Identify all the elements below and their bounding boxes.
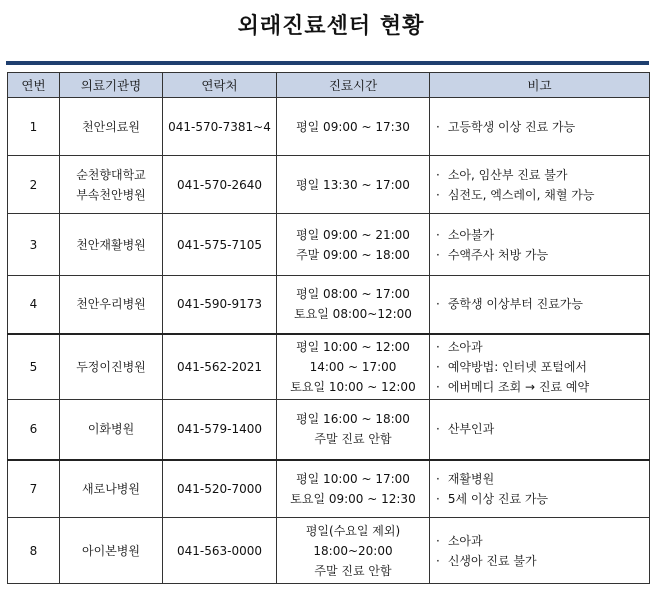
cell-hospital-name	[60, 334, 163, 400]
cell-phone: 041-590-9173	[163, 276, 277, 334]
remark-line	[436, 419, 649, 439]
cell-remarks	[430, 460, 650, 518]
table-row	[8, 400, 650, 460]
table-row	[8, 334, 650, 400]
hours-line: 평일 10:00 ~ 17:00	[296, 471, 410, 486]
cell-hours	[277, 98, 430, 156]
remark-text: 중학생 이상부터 진료가능	[447, 297, 583, 312]
hospital-name-line: 두정이진병원	[76, 359, 146, 374]
cell-hours	[277, 276, 430, 334]
remark-text: 소아, 임산부 진료 불가	[447, 167, 568, 182]
hospital-name-line: 순천향대학교	[76, 167, 146, 182]
table-body	[8, 98, 650, 584]
remark-text: 5세 이상 진료 가능	[447, 491, 549, 506]
cell-remarks	[430, 400, 650, 460]
remark-line	[436, 245, 649, 265]
remark-text: 고등학생 이상 진료 가능	[447, 119, 576, 134]
remark-text: 재활병원	[447, 471, 495, 486]
hours-line: 토요일 08:00~12:00	[294, 307, 412, 322]
hours-line: 주말 09:00 ~ 18:00	[296, 247, 410, 262]
remark-text: 신생아 진료 불가	[447, 553, 537, 568]
bullet-mark: ·	[436, 227, 440, 242]
hours-line: 평일 10:00 ~ 12:00	[296, 339, 410, 354]
hours-line: 14:00 ~ 17:00	[309, 359, 397, 374]
table-row	[8, 518, 650, 584]
bullet-mark: ·	[436, 553, 440, 568]
bullet-mark: ·	[436, 533, 440, 548]
hospital-name-line: 이화병원	[87, 422, 135, 437]
cell-hospital-name	[60, 400, 163, 460]
cell-remarks	[430, 334, 650, 400]
remark-line	[436, 225, 649, 245]
header-phone: 연락처	[163, 73, 277, 98]
remark-text: 예약방법: 인터넷 포털에서	[447, 359, 588, 374]
cell-phone: 041-570-7381~4	[163, 98, 277, 156]
hours-line: 평일(수요일 제외)	[305, 523, 401, 538]
bullet-mark: ·	[436, 422, 440, 437]
remark-text: 수액주사 처방 가능	[447, 247, 549, 262]
hospital-name-line: 천안의료원	[82, 119, 140, 134]
remark-line	[436, 357, 649, 377]
cell-hospital-name	[60, 276, 163, 334]
remark-line	[436, 185, 649, 205]
cell-hours	[277, 400, 430, 460]
table-row	[8, 156, 650, 214]
bullet-mark: ·	[436, 379, 440, 394]
hours-line: 18:00~20:00	[313, 543, 393, 558]
table-row	[8, 98, 650, 156]
remark-line	[436, 337, 649, 357]
cell-hospital-name	[60, 460, 163, 518]
hours-line: 토요일 09:00 ~ 12:30	[290, 491, 416, 506]
hours-line: 평일 09:00 ~ 17:30	[296, 119, 410, 134]
table-row	[8, 276, 650, 334]
hours-line: 평일 08:00 ~ 17:00	[296, 287, 410, 302]
hours-line: 평일 16:00 ~ 18:00	[296, 412, 410, 427]
cell-hours	[277, 460, 430, 518]
hours-line: 주말 진료 안함	[314, 432, 392, 447]
bullet-mark: ·	[436, 339, 440, 354]
cell-no: 6	[8, 400, 60, 460]
remark-line	[436, 489, 649, 509]
remark-text: 소아과	[447, 533, 483, 548]
bullet-mark: ·	[436, 247, 440, 262]
cell-no: 2	[8, 156, 60, 214]
cell-no: 4	[8, 276, 60, 334]
cell-remarks	[430, 156, 650, 214]
cell-phone: 041-570-2640	[163, 156, 277, 214]
hospital-name-line: 새로나병원	[82, 481, 140, 496]
bullet-mark: ·	[436, 119, 440, 134]
remark-line	[436, 294, 649, 314]
cell-hours	[277, 156, 430, 214]
cell-hours	[277, 518, 430, 584]
header-name: 의료기관명	[60, 73, 163, 98]
cell-no: 5	[8, 334, 60, 400]
cell-no: 8	[8, 518, 60, 584]
cell-no: 1	[8, 98, 60, 156]
table-row	[8, 460, 650, 518]
bullet-mark: ·	[436, 471, 440, 486]
cell-remarks	[430, 214, 650, 276]
remark-line	[436, 117, 649, 137]
table-header-row	[8, 73, 650, 98]
title-underline-bar	[6, 61, 649, 65]
remark-line	[436, 377, 649, 397]
remark-text: 산부인과	[447, 422, 495, 437]
clinic-table	[7, 72, 650, 584]
cell-remarks	[430, 98, 650, 156]
bullet-mark: ·	[436, 187, 440, 202]
remark-line	[436, 551, 649, 571]
cell-remarks	[430, 276, 650, 334]
cell-no: 7	[8, 460, 60, 518]
bullet-mark: ·	[436, 491, 440, 506]
hours-line: 평일 13:30 ~ 17:00	[296, 177, 410, 192]
cell-hospital-name	[60, 98, 163, 156]
hospital-name-line: 천안우리병원	[76, 297, 146, 312]
cell-phone: 041-562-2021	[163, 334, 277, 400]
bullet-mark: ·	[436, 359, 440, 374]
remark-line	[436, 531, 649, 551]
bullet-mark: ·	[436, 167, 440, 182]
bullet-mark: ·	[436, 297, 440, 312]
cell-phone: 041-579-1400	[163, 400, 277, 460]
remark-line	[436, 469, 649, 489]
page-title: 외래진료센터 현황	[237, 14, 425, 39]
hours-line: 평일 09:00 ~ 21:00	[296, 227, 410, 242]
header-hours: 진료시간	[277, 73, 430, 98]
cell-hours	[277, 214, 430, 276]
table-row	[8, 214, 650, 276]
cell-phone: 041-563-0000	[163, 518, 277, 584]
hospital-name-line: 천안재활병원	[76, 237, 146, 252]
hospital-name-line: 부속천안병원	[76, 187, 146, 202]
cell-hospital-name	[60, 156, 163, 214]
remark-text: 소아과	[447, 339, 483, 354]
header-remarks: 비고	[430, 73, 650, 98]
cell-hospital-name	[60, 214, 163, 276]
header-no: 연번	[8, 73, 60, 98]
hours-line: 주말 진료 안함	[314, 563, 392, 578]
remark-text: 심전도, 엑스레이, 채혈 가능	[447, 187, 595, 202]
remark-text: 소아불가	[447, 227, 495, 242]
remark-line	[436, 165, 649, 185]
cell-hospital-name	[60, 518, 163, 584]
hours-line: 토요일 10:00 ~ 12:00	[290, 379, 416, 394]
cell-hours	[277, 334, 430, 400]
hospital-name-line: 아이본병원	[82, 543, 140, 558]
cell-phone: 041-520-7000	[163, 460, 277, 518]
cell-no: 3	[8, 214, 60, 276]
remark-text: 에버메디 조회 → 진료 예약	[447, 379, 590, 394]
cell-phone: 041-575-7105	[163, 214, 277, 276]
cell-remarks	[430, 518, 650, 584]
